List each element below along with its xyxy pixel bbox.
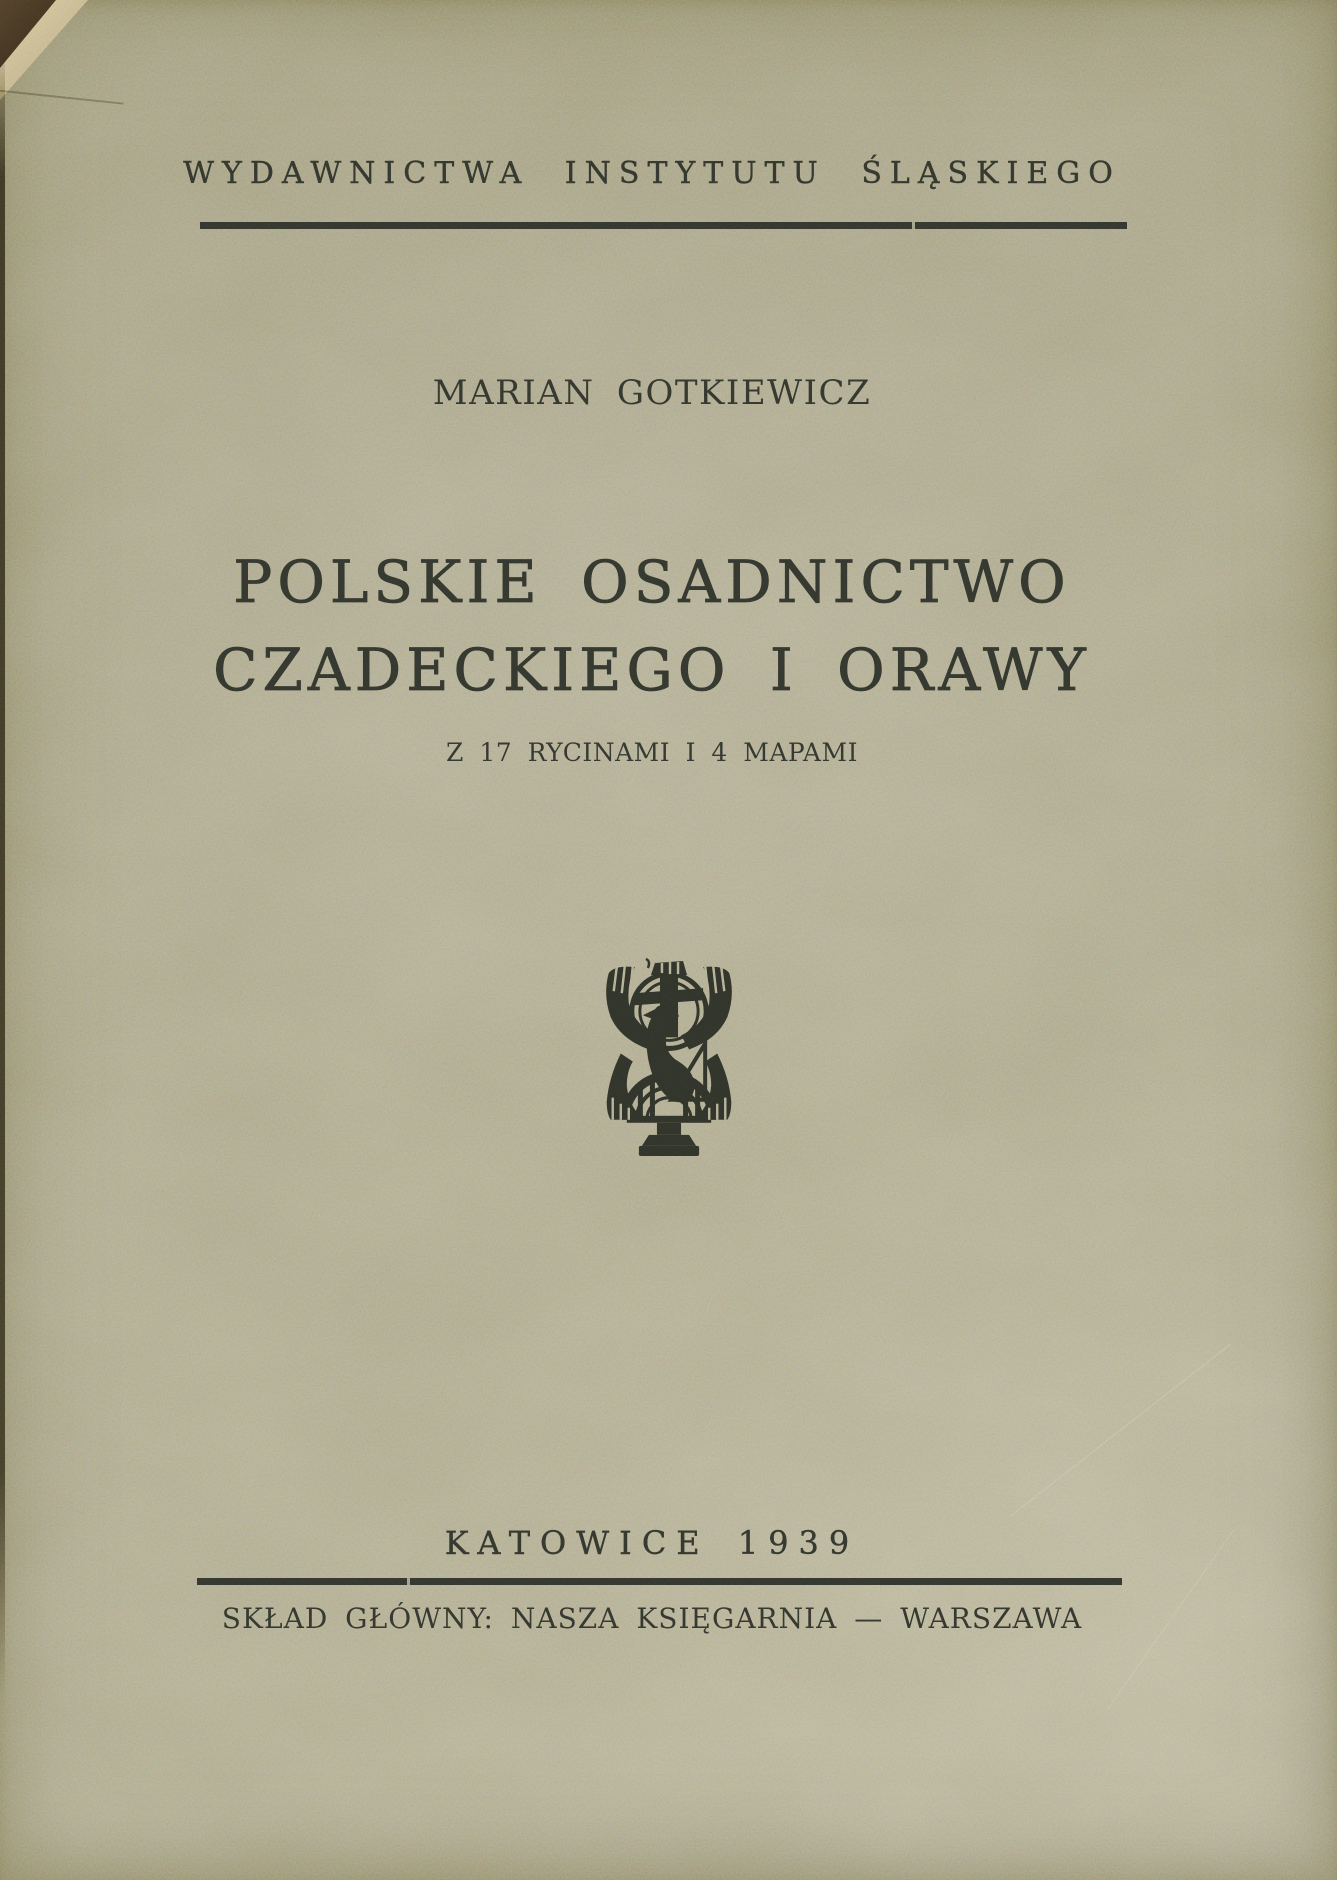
book-title-line-1: POLSKIE OSADNICTWO xyxy=(233,548,1071,616)
illustrations-note: Z 17 RYCINAMI I 4 MAPAMI xyxy=(446,738,858,767)
publisher-emblem-icon xyxy=(598,957,740,1163)
book-title-line-2: CZADECKIEGO I ORAWY xyxy=(213,636,1091,704)
corner-crease xyxy=(0,89,124,104)
series-header: WYDAWNICTWA INSTYTUTU ŚLĄSKIEGO xyxy=(183,156,1121,191)
imprint-city-year: KATOWICE 1939 xyxy=(444,1524,860,1562)
bottom-rule xyxy=(197,1578,1122,1585)
rule-print-gap xyxy=(407,1578,410,1585)
top-rule xyxy=(200,222,1127,229)
author-name: MARIAN GOTKIEWICZ xyxy=(432,373,872,413)
paper-crease xyxy=(1106,1530,1233,1711)
left-page-edge xyxy=(0,44,5,1704)
rule-print-gap xyxy=(912,222,915,229)
paper-crease xyxy=(1009,1344,1230,1517)
distributor-line: SKŁAD GŁÓWNY: NASZA KSIĘGARNIA — WARSZAWA xyxy=(221,1602,1083,1635)
